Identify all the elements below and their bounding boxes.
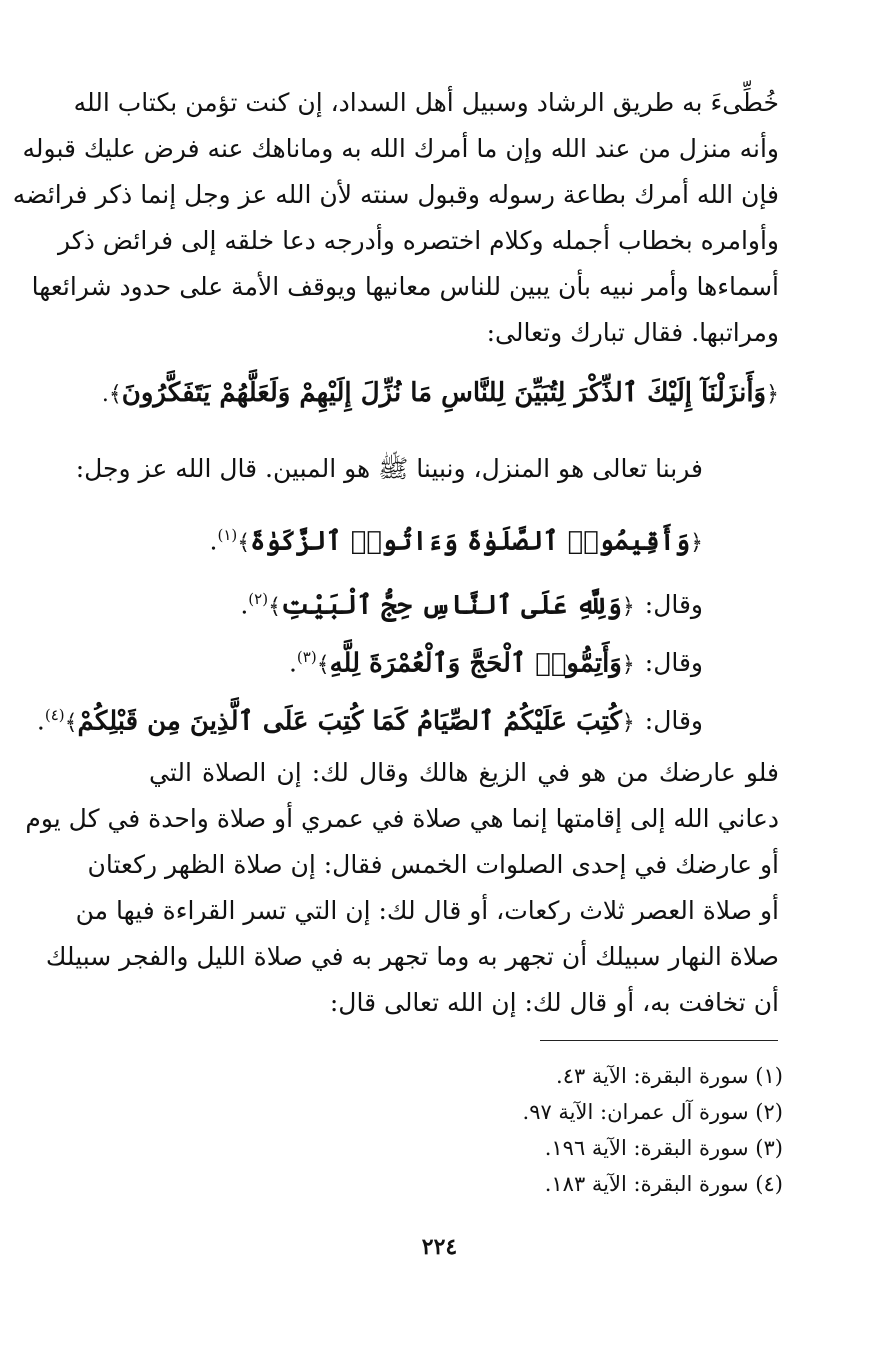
body-line: وأنه منزل من عند الله وإن ما أمرك الله به وماناهك عنه فرض عليك قبوله: [22, 134, 779, 163]
quran-verse-4: [37, 692, 703, 746]
body-line: أسماءها وأمر نبيه بأن يبين للناس معانيها ويوقف الأمة على حدود شرائعها: [31, 272, 779, 301]
verse-text: وَأَنزَلْنَآ إِلَيْكَ ٱلذِّكْرَ لِتُبَيِّنَ لِلنَّاسِ مَا نُزِّلَ إِلَيْهِمْ وَلَعَلَّهُمْ يَتَفَكَّرُونَ: [121, 378, 767, 408]
verse-tail: .: [288, 648, 297, 678]
verse-close-bracket: ﴾: [316, 652, 330, 678]
verse-label: وقال:: [644, 590, 703, 620]
body-line: صلاة النهار سبيلك أن تجهر به وما تجهر به في صلاة الليل والفجر سبيلك: [45, 942, 779, 971]
verse-text: كُتِبَ عَلَيْكُمُ ٱلصِّيَامُ كَمَا كُتِبَ عَلَى ٱلَّذِينَ مِن قَبْلِكُمْ: [77, 706, 622, 737]
verse-close-bracket: ﴾: [268, 594, 281, 620]
body-line: دعاني الله إلى إقامتها إنما هي صلاة في عمري أو صلاة واحدة في كل يوم: [25, 804, 779, 833]
quran-verse-3: [289, 634, 703, 688]
verse-text: وَلِلَّهِ عَلَى ٱلنَّاسِ حِجُّ ٱلْبَيْتِ: [280, 590, 622, 621]
quran-verse-main: [102, 370, 779, 418]
verse-tail: .: [209, 526, 218, 556]
body-line: فلو عارضك من هو في الزيغ هالك وقال لك: إن الصلاة التي: [149, 758, 779, 787]
verse-tail: .: [36, 706, 45, 736]
quran-verse-2: [240, 576, 703, 630]
verse-open-bracket: ﴿: [766, 382, 779, 407]
footnote: (١) سورة البقرة: الآية ٤٣.: [556, 1064, 783, 1088]
footnote-ref: (٢): [248, 590, 269, 608]
page-number: ٢٢٤: [421, 1234, 458, 1260]
body-line: ومراتبها. فقال تبارك وتعالى:: [486, 318, 779, 347]
verse-close-bracket: ﴾.: [101, 382, 122, 407]
verse-open-bracket: ﴿: [690, 530, 703, 556]
footnote: (٣) سورة البقرة: الآية ١٩٦.: [544, 1136, 783, 1160]
verse-open-bracket: ﴿: [621, 710, 635, 736]
verse-open-bracket: ﴿: [621, 652, 635, 678]
intro-line: فربنا تعالى هو المنزل، ونبينا ﷺ هو المبين. قال الله عز وجل:: [75, 454, 703, 483]
quran-verse-1: [210, 512, 703, 566]
footnote-ref: (٣): [296, 648, 317, 666]
body-line: خُطِّىءَ به طريق الرشاد وسبيل أهل السداد، إن كنت تؤمن بكتاب الله: [73, 88, 779, 117]
footnote-separator: [540, 1040, 778, 1041]
body-line: أو صلاة العصر ثلاث ركعات، أو قال لك: إن التي تسر القراءة فيها من: [75, 896, 779, 925]
body-line: وأوامره بخطاب أجمله وكلام اختصره وأدرجه دعا خلقه إلى فرائض ذكر: [58, 226, 779, 255]
body-line: أو عارضك في إحدى الصلوات الخمس فقال: إن صلاة الظهر ركعتان: [87, 850, 779, 879]
verse-close-bracket: ﴾: [64, 710, 78, 736]
verse-open-bracket: ﴿: [621, 594, 635, 620]
body-line: أن تخافت به، أو قال لك: إن الله تعالى قال:: [329, 988, 779, 1017]
verse-label: وقال:: [644, 648, 703, 678]
verse-text: وَأَتِمُّوا۟ ٱلْحَجَّ وَٱلْعُمْرَةَ لِلَّهِ: [329, 648, 622, 679]
body-line: فإن الله أمرك بطاعة رسوله وقبول سنته لأن الله عز وجل إنما ذكر فرائضه: [12, 180, 779, 209]
footnote-ref: (١): [217, 526, 238, 544]
footnote: (٢) سورة آل عمران: الآية ٩٧.: [522, 1100, 783, 1124]
verse-tail: .: [240, 590, 249, 620]
verse-close-bracket: ﴾: [237, 530, 251, 556]
footnote: (٤) سورة البقرة: الآية ١٨٣.: [544, 1172, 783, 1196]
footnote-ref: (٤): [44, 706, 65, 724]
verse-label: وقال:: [644, 706, 703, 736]
verse-text: وَأَقِيمُوا۟ ٱلصَّلَوٰةَ وَءَاتُوا۟ ٱلزَّكَوٰةَ: [250, 526, 691, 557]
